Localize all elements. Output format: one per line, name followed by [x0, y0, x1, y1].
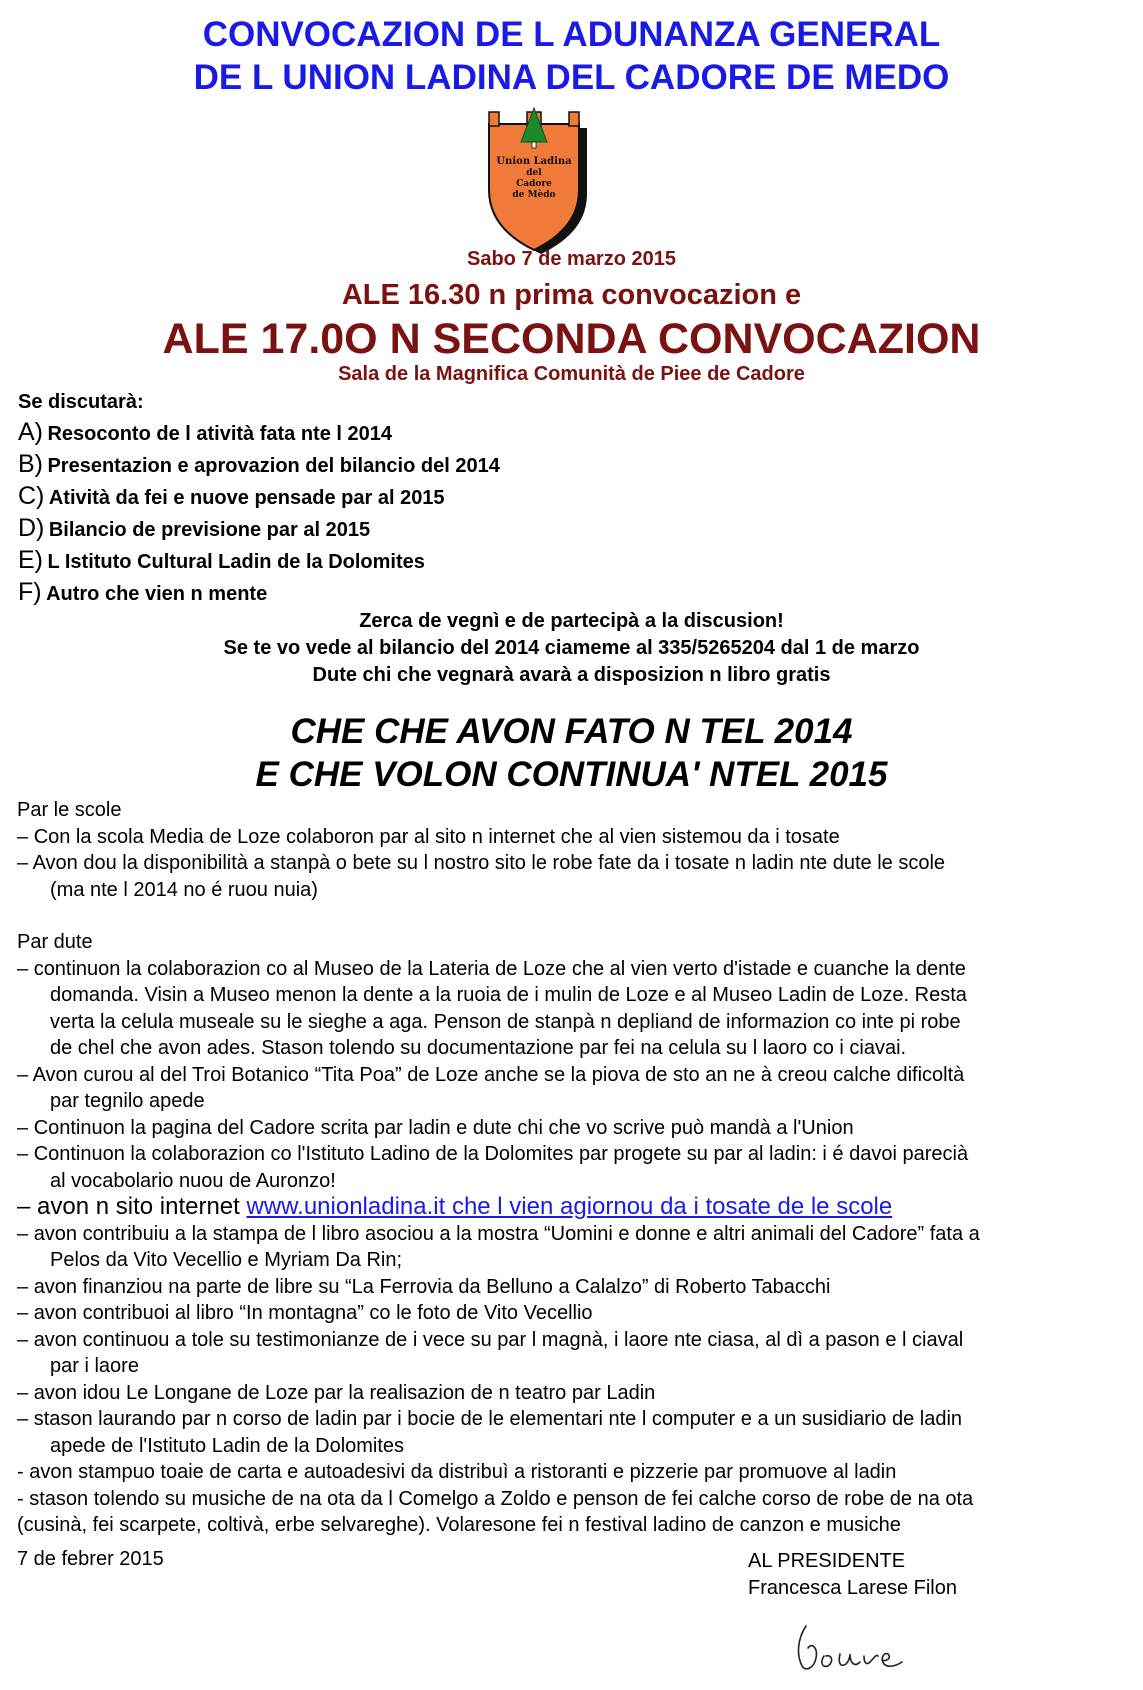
everyone-item-11-cont: apede de l'Istituto Ladin de la Dolomites [50, 1434, 405, 1457]
everyone-item-13-cont: (cusinà, fei scarpete, coltivà, erbe selvareghe). Volaresone fei n festival ladino de canzon e musiche [17, 1514, 901, 1536]
meeting-date: Sabo 7 de marzo 2015 [467, 248, 676, 270]
logo-tower-right [569, 112, 579, 126]
note-line-2: Se te vo vede al bilancio del 2014 ciameme al 335/5265204 dal 1 de marzo [223, 637, 920, 659]
agenda-item-text: Autro che vien n mente [46, 583, 268, 605]
everyone-item-9-cont: par i laore [50, 1355, 139, 1377]
everyone-item-1-cont: domanda. Visin a Museo menon la dente a la ruoia de i mulin de Loze e al Museo Ladin de Loze. Resta [50, 984, 967, 1006]
schools-item-2: – Avon dou la disponibilità a stanpà o bete su l nostro sito le robe fate da i tosate n ladin nte dute le scole [17, 852, 946, 874]
agenda-item-letter: E) [18, 546, 43, 574]
everyone-section [17, 929, 1127, 1539]
signature-role: AL PRESIDENTE [748, 1550, 906, 1572]
everyone-item-11: – stason laurando par n corso de ladin par i bocie de le elementari nte l computer e a un susidiario de ladin [17, 1408, 963, 1430]
everyone-item-2-cont: par tegnilo apede [50, 1090, 205, 1112]
agenda-item [18, 416, 1118, 448]
second-call-time: ALE 17.0O N SECONDA CONVOCAZION [162, 315, 981, 363]
handwritten-signature [788, 1618, 908, 1678]
agenda-item-letter: D) [18, 514, 45, 542]
report-heading-1: CHE CHE AVON FATO N TEL 2014 [290, 712, 853, 751]
logo-tree-trunk [532, 142, 536, 148]
agenda-item [18, 480, 1118, 512]
agenda-item [18, 512, 1118, 544]
everyone-item-13: - stason tolendo su musiche de na ota da l Comelgo a Zoldo e penson de fei calche corso de robe de na ota [17, 1487, 974, 1510]
everyone-item-1-cont: de chel che avon ades. Stason tolendo su documentazione par fei na celula su l laoro co i ciavai. [50, 1037, 907, 1059]
agenda-item-letter: C) [18, 482, 45, 510]
logo-text-2: del [526, 168, 542, 178]
agenda-list [18, 416, 1118, 608]
union-ladina-logo [483, 106, 594, 256]
meeting-venue: Sala de la Magnifica Comunità de Piee de Cadore [338, 363, 805, 385]
first-call-time: ALE 16.30 n prima convocazion e [341, 279, 802, 311]
everyone-item-5: – avon n sito internet www.unionladina.it che l vien agiornou da i tosate de le scole [17, 1193, 893, 1220]
everyone-item-9: – avon continuou a tole su testimonianze de i vece su par l magnà, i laore nte ciasa, al dì a pason e l ciaval [17, 1328, 964, 1351]
agenda-item-letter: F) [18, 578, 42, 606]
note-line-3: Dute chi che vegnarà avarà a disposizion n libro gratis [312, 664, 831, 686]
agenda-item-text: L Istituto Cultural Ladin de la Dolomites [47, 551, 425, 573]
agenda-item [18, 544, 1118, 576]
agenda-item [18, 448, 1118, 480]
schools-item-2-cont: (ma nte l 2014 no é ruou nuia) [50, 878, 318, 901]
everyone-item-6-cont: Pelos da Vito Vecellio e Myriam Da Rin; [50, 1249, 403, 1271]
everyone-item-1: – continuon la colaborazion co al Museo de la Lateria de Loze che al vien verto d'istade e cuanche la dente [17, 957, 966, 980]
everyone-item-12: - avon stampuo toaie de carta e autoadesivi da distribuì a ristoranti e pizzerie par promuove al ladin [17, 1461, 897, 1483]
signature-block [748, 1548, 957, 1601]
everyone-item-6: – avon contribuiu a la stampa de l libro asociou a la mostra “Uomini e donne e altri animali del Cadore” fata a [17, 1222, 980, 1245]
everyone-item-3: – Continuon la pagina del Cadore scrita par ladin e dute chi che vo scrive può mandà a l'Union [17, 1116, 854, 1139]
logo-text-3: Cadore [516, 179, 552, 189]
logo-text-4: de Mèdo [512, 190, 556, 200]
agenda-heading: Se discutarà: [18, 391, 144, 413]
logo-tower-left [489, 112, 499, 126]
everyone-item-8: – avon contribuoi al libro “In montagna” co le foto de Vito Vecellio [17, 1302, 593, 1324]
schools-item-1: – Con la scola Media de Loze colaboron par al sito n internet che al vien sistemou da i tosate [17, 825, 840, 848]
report-heading-2: E CHE VOLON CONTINUA' NTEL 2015 [255, 755, 888, 794]
agenda-item-text: Bilancio de previsione par al 2015 [48, 519, 371, 541]
everyone-item-7: – avon finanziou na parte de libre su “La Ferrovia da Belluno a Calalzo” di Roberto Tabacchi [17, 1275, 831, 1298]
agenda-item-text: Resoconto de l atività fata nte l 2014 [47, 423, 393, 445]
everyone-item-2: – Avon curou al del Troi Botanico “Tita Poa” de Loze anche se la piova de sto an ne à creou calche dificoltà [17, 1063, 965, 1086]
note-line-1: Zerca de vegnì e de partecipà a la discusion! [359, 610, 784, 632]
agenda-item-text: Atività da fei e nuove pensade par al 2015 [48, 487, 445, 509]
logo-text-1: Union Ladina [496, 156, 572, 167]
everyone-label: Par dute [17, 931, 93, 953]
title-line-2: DE L UNION LADINA DEL CADORE DE MEDO [193, 58, 950, 97]
everyone-item-1-cont: verta la celula museale su le sieghe a aga. Penson de stanpà n depliand de informazion co inte pi robe [50, 1010, 961, 1033]
agenda-item [18, 576, 1118, 608]
everyone-item-4-cont: al vocabolario nuou de Auronzo! [50, 1169, 336, 1192]
signature-name: Francesca Larese Filon [748, 1576, 957, 1599]
everyone-item-10: – avon idou Le Longane de Loze par la realisazion de n teatro par Ladin [17, 1381, 656, 1404]
agenda-item-letter: A) [18, 418, 43, 446]
schools-label: Par le scole [17, 799, 122, 821]
everyone-item-4: – Continuon la colaborazion co l'Istituto Ladino de la Dolomites par progete su par al ladin: i é davoi parecià [17, 1143, 969, 1165]
notes-block [0, 608, 1143, 689]
schools-section [17, 797, 1127, 903]
agenda-item-letter: B) [18, 450, 43, 478]
footer-date: 7 de febrer 2015 [17, 1548, 164, 1570]
website-link[interactable]: www.unionladina.it che l vien agiornou da i tosate de le scole [246, 1193, 893, 1220]
title-line-1: CONVOCAZION DE L ADUNANZA GENERAL [202, 15, 941, 54]
agenda-item-text: Presentazion e aprovazion del bilancio del 2014 [47, 455, 500, 477]
